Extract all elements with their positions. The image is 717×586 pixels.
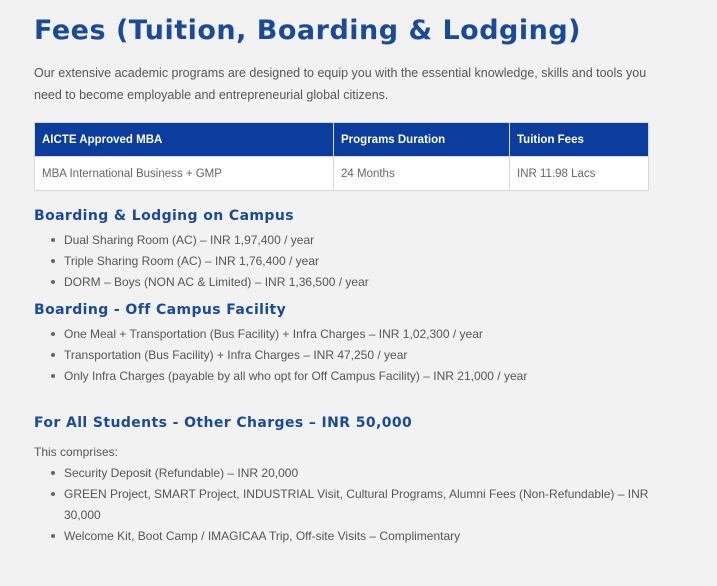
list-item: Only Infra Charges (payable by all who opt for Off Campus Facility) – INR 21,000 / year (64, 366, 683, 387)
list-item: Dual Sharing Room (AC) – INR 1,97,400 / year (64, 230, 683, 251)
list-item: One Meal + Transportation (Bus Facility) + Infra Charges – INR 1,02,300 / year (64, 324, 683, 345)
header-tuition: Tuition Fees (510, 123, 649, 157)
off-campus-heading: Boarding - Off Campus Facility (34, 302, 287, 318)
other-charges-heading: For All Students - Other Charges – INR 50,000 (34, 415, 413, 431)
page-title: Fees (Tuition, Boarding & Lodging) (34, 15, 581, 46)
off-campus-list (34, 324, 683, 387)
header-duration: Programs Duration (334, 123, 510, 157)
table-row (35, 157, 649, 191)
list-item: Transportation (Bus Facility) + Infra Charges – INR 47,250 / year (64, 345, 683, 366)
intro-text: Our extensive academic programs are designed to equip you with the essential knowledge, skills and tools you need to become employable and entrepreneurial global citizens. (34, 66, 647, 102)
list-item: DORM – Boys (NON AC & Limited) – INR 1,36,500 / year (64, 272, 683, 293)
cell-duration: 24 Months (334, 157, 510, 191)
on-campus-list (34, 230, 683, 293)
list-item: Welcome Kit, Boot Camp / IMAGICAA Trip, Off-site Visits – Complimentary (64, 526, 684, 547)
cell-tuition: INR 11.98 Lacs (510, 157, 649, 191)
list-item: Triple Sharing Room (AC) – INR 1,76,400 / year (64, 251, 683, 272)
list-item: GREEN Project, SMART Project, INDUSTRIAL Visit, Cultural Programs, Alumni Fees (Non-Refundable) – INR 30,000 (64, 484, 684, 526)
comprises-label: This comprises: (34, 445, 119, 459)
header-program: AICTE Approved MBA (35, 123, 334, 157)
cell-program: MBA International Business + GMP (35, 157, 334, 191)
other-charges-list (34, 463, 684, 547)
table-header-row (35, 123, 649, 157)
list-item: Security Deposit (Refundable) – INR 20,000 (64, 463, 684, 484)
on-campus-heading: Boarding & Lodging on Campus (34, 208, 294, 224)
fees-table (34, 122, 649, 191)
